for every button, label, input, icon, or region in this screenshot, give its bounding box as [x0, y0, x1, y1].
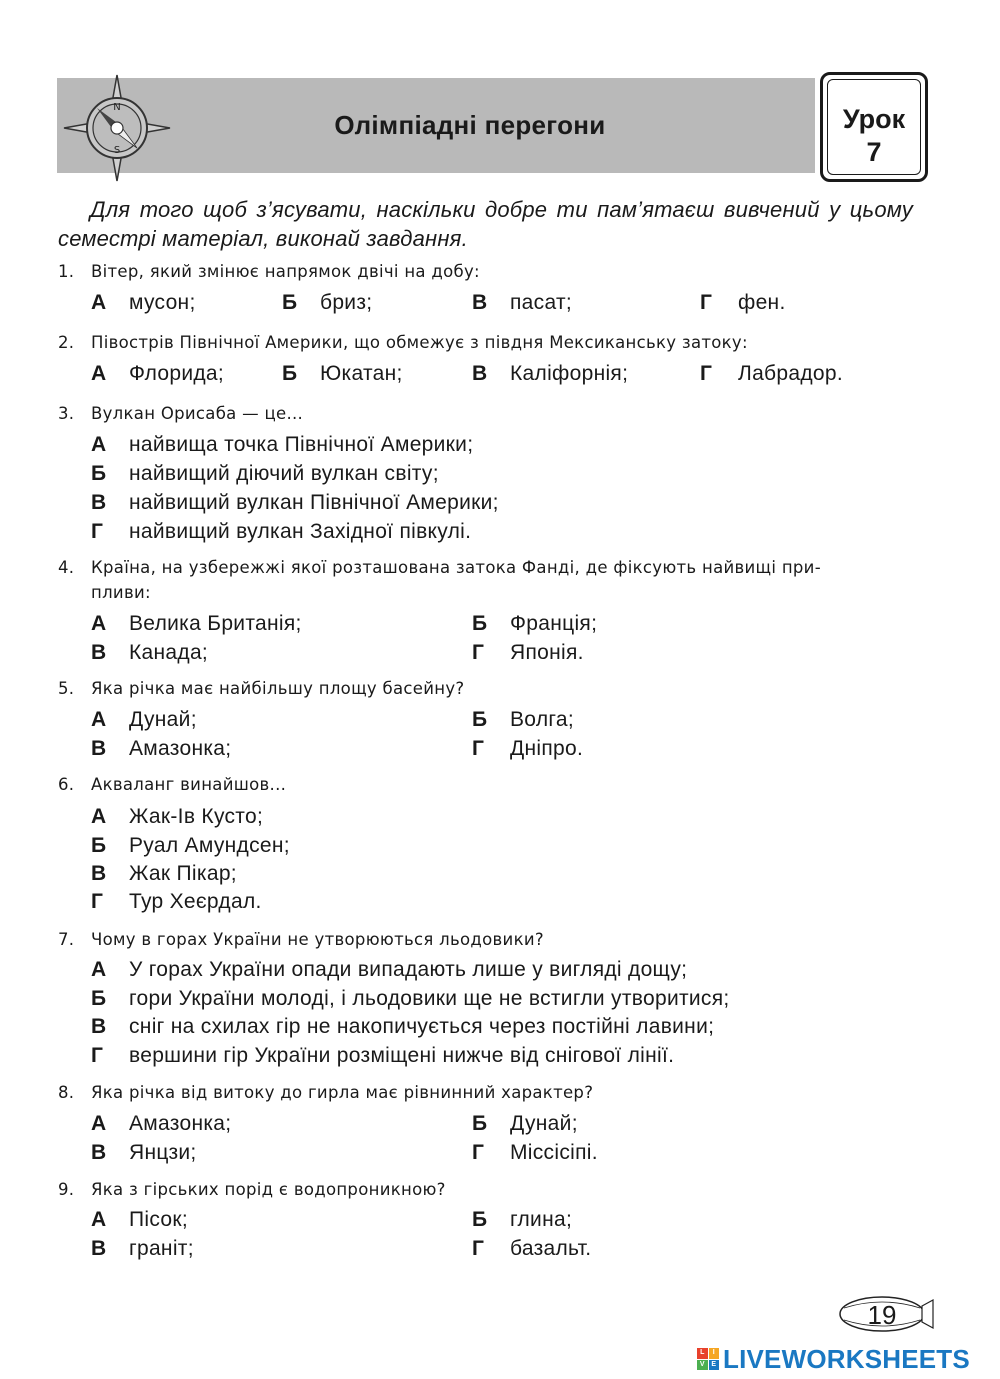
q1-option-c[interactable]: В пасат;	[472, 291, 573, 314]
q9-option-c[interactable]: В граніт;	[91, 1237, 194, 1260]
q2-option-d[interactable]: Г Лабрадор.	[700, 362, 843, 385]
q2-option-a[interactable]: А Флорида;	[91, 362, 225, 385]
q3-option-b[interactable]: Б найвищий діючий вулкан світу;	[91, 462, 439, 485]
logo-letter-e: E	[709, 1360, 720, 1371]
liveworksheets-watermark[interactable]	[697, 1343, 970, 1375]
q6-option-c[interactable]: В Жак Пікар;	[91, 862, 237, 885]
q9-option-a[interactable]: А Пісок;	[91, 1208, 188, 1231]
question-8: 8. Яка річка від витоку до гирла має рівнинний характер?	[58, 1083, 594, 1102]
q1-option-a[interactable]: А мусон;	[91, 291, 196, 314]
question-2: 2. Півострів Північної Америки, що обмежує з півдня Мексиканську затоку:	[58, 333, 748, 352]
logo-letter-l: L	[697, 1348, 708, 1359]
q6-option-b[interactable]: Б Руал Амундсен;	[91, 834, 290, 857]
question-4: 4. Країна, на узбережжі якої розташована затока Фанді, де фіксують найвищі при-	[58, 558, 821, 577]
q8-option-d[interactable]: Г Міссісіпі.	[472, 1141, 598, 1164]
logo-letter-i: I	[709, 1348, 720, 1359]
q5-option-c[interactable]: В Амазонка;	[91, 737, 232, 760]
page-number-badge	[838, 1292, 934, 1338]
q4-option-b[interactable]: Б Франція;	[472, 612, 598, 635]
q3-option-c[interactable]: В найвищий вулкан Північної Америки;	[91, 491, 499, 514]
q7-option-c[interactable]: В сніг на схилах гір не накопичується через постійні лавини;	[91, 1015, 715, 1038]
question-4-cont: пливи:	[91, 583, 151, 602]
q8-option-a[interactable]: А Амазонка;	[91, 1112, 232, 1135]
q4-option-a[interactable]: А Велика Британія;	[91, 612, 302, 635]
q6-option-d[interactable]: Г Тур Хеєрдал.	[91, 890, 262, 913]
question-9: 9. Яка з гірських порід є водопроникною?	[58, 1180, 446, 1199]
q9-option-d[interactable]: Г базальт.	[472, 1237, 592, 1260]
compass-icon	[62, 73, 172, 183]
liveworksheets-logo-icon	[697, 1348, 719, 1370]
q9-option-b[interactable]: Б глина;	[472, 1208, 573, 1231]
question-7: 7. Чому в горах України не утворюються льодовики?	[58, 930, 544, 949]
compass-north: N	[113, 102, 121, 113]
q7-option-a[interactable]: А У горах України опади випадають лише у вигляді дощу;	[91, 958, 688, 981]
q7-option-d[interactable]: Г вершини гір України розміщені нижче від снігової лінії.	[91, 1044, 675, 1067]
q3-option-a[interactable]: А найвища точка Північної Америки;	[91, 433, 474, 456]
q3-option-d[interactable]: Г найвищий вулкан Західної півкулі.	[91, 520, 472, 543]
question-1: 1. Вітер, який змінює напрямок двічі на добу:	[58, 262, 480, 281]
q7-option-b[interactable]: Б гори України молоді, і льодовики ще не встигли утворитися;	[91, 987, 730, 1010]
q2-option-c[interactable]: В Каліфорнія;	[472, 362, 629, 385]
question-3: 3. Вулкан Орисаба — це...	[58, 404, 304, 423]
q1-option-d[interactable]: Г фен.	[700, 291, 786, 314]
lesson-number: 7	[866, 137, 882, 167]
q4-option-d[interactable]: Г Японія.	[472, 641, 584, 664]
q4-option-c[interactable]: В Канада;	[91, 641, 209, 664]
logo-letter-v: V	[697, 1360, 708, 1371]
brand-name: LIVEWORKSHEETS	[723, 1343, 970, 1374]
lesson-badge	[820, 72, 928, 182]
intro-text: Для того щоб з’ясувати, наскільки добре ти пам’ятаєш вивчений у цьому семестрі матеріал, виконай завдання.	[58, 197, 913, 251]
compass-south: S	[113, 145, 121, 156]
q5-option-d[interactable]: Г Дніпро.	[472, 737, 584, 760]
question-6: 6. Акваланг винайшов...	[58, 775, 287, 794]
q8-option-b[interactable]: Б Дунай;	[472, 1112, 578, 1135]
q5-option-b[interactable]: Б Волга;	[472, 708, 574, 731]
q1-option-b[interactable]: Б бриз;	[282, 291, 373, 314]
lesson-label: Урок	[842, 104, 906, 134]
page-number: 19	[867, 1300, 897, 1330]
q2-option-b[interactable]: Б Юкатан;	[282, 362, 403, 385]
q5-option-a[interactable]: А Дунай;	[91, 708, 197, 731]
page-title: Олімпіадні перегони	[334, 110, 606, 140]
q6-option-a[interactable]: А Жак-Ів Кусто;	[91, 805, 264, 828]
question-5: 5. Яка річка має найбільшу площу басейну?	[58, 679, 465, 698]
q8-option-c[interactable]: В Янцзи;	[91, 1141, 197, 1164]
